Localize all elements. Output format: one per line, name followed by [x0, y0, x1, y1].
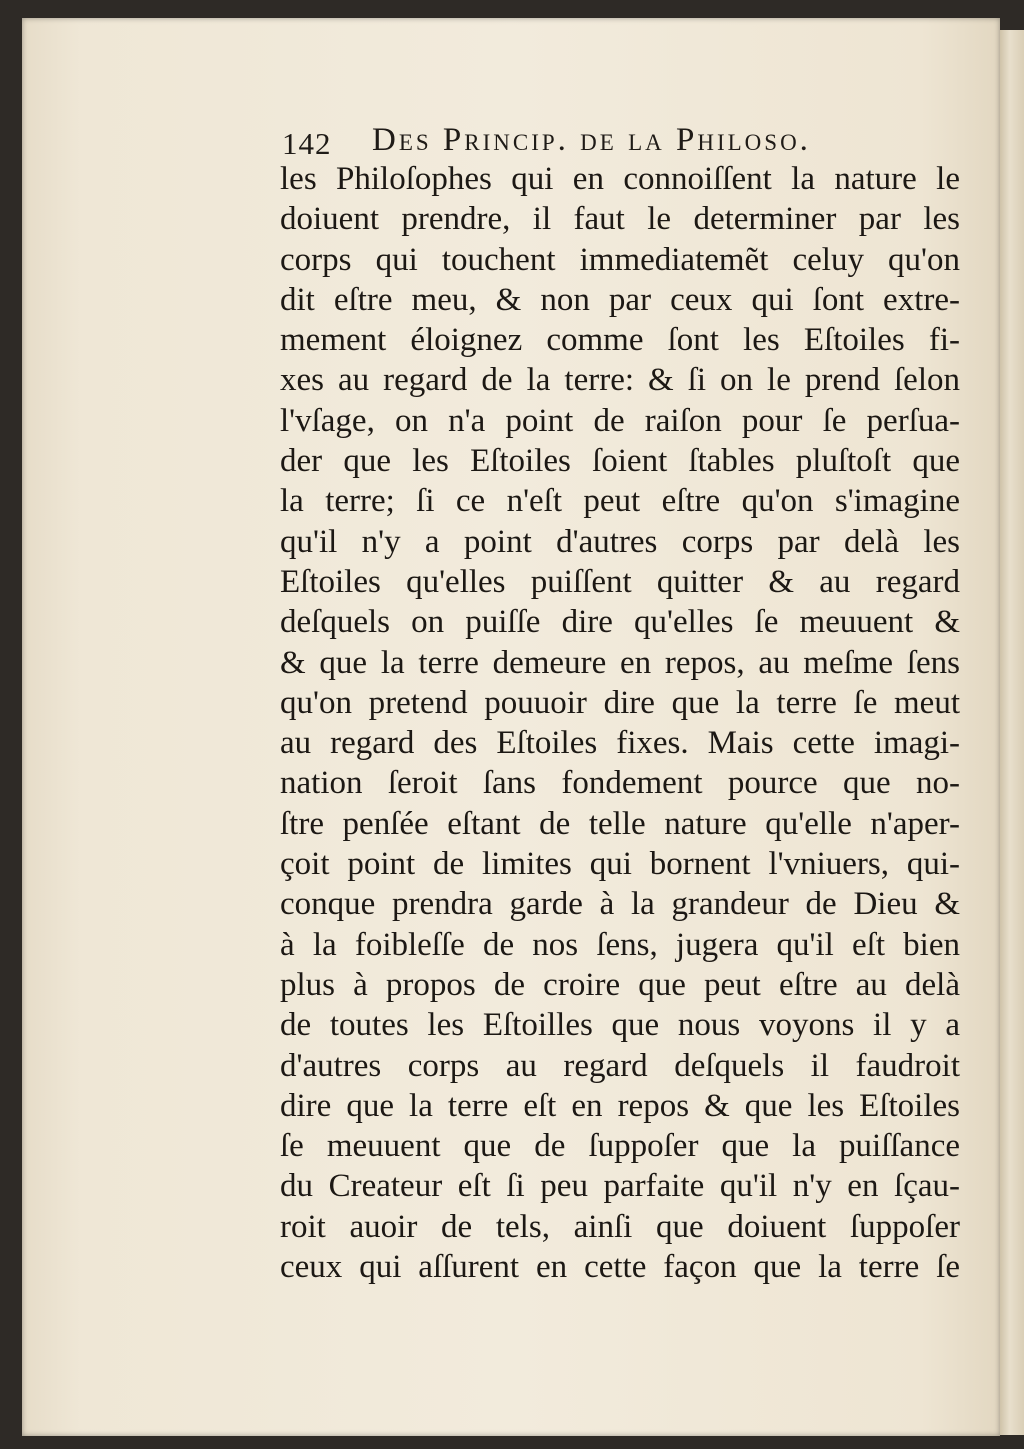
adjacent-page-edge — [1000, 30, 1024, 1435]
text-line: xes au regard de la terre: & ſi on le prend ſelon — [280, 362, 960, 399]
text-line: d'autres corps au regard deſquels il faudroit — [280, 1047, 960, 1084]
text-line: les Philoſophes qui en connoiſſent la nature le — [280, 161, 960, 197]
text-line: qu'on pretend pouuoir dire que la terre ſe meut — [280, 684, 960, 721]
text-line: l'vſage, on n'a point de raiſon pour ſe perſua- — [280, 402, 960, 439]
running-head: Des Princip. de la Philoso. — [372, 122, 811, 158]
page-number: 142 — [282, 126, 332, 161]
text-line: au regard des Eſtoiles fixes. Mais cette imagi- — [280, 725, 960, 762]
text-line: du Createur eſt ſi peu parfaite qu'il n'y en ſçau- — [280, 1168, 960, 1205]
text-line: corps qui touchent immediatemẽt celuy qu'on — [280, 241, 960, 278]
text-line: dit eſtre meu, & non par ceux qui ſont extre- — [280, 281, 960, 318]
text-line: ſe meuuent que de ſuppoſer que la puiſſance — [280, 1128, 960, 1165]
text-line: à la foibleſſe de nos ſens, jugera qu'il eſt bien — [280, 926, 960, 963]
text-line: roit auoir de tels, ainſi que doiuent ſuppoſer — [280, 1208, 960, 1245]
text-line: qu'il n'y a point d'autres corps par delà les — [280, 523, 960, 560]
text-line: Eſtoiles qu'elles puiſſent quitter & au regard — [280, 563, 960, 600]
text-line: conque prendra garde à la grandeur de Dieu & — [280, 886, 960, 923]
text-line: de toutes les Eſtoilles que nous voyons il y a — [280, 1007, 960, 1044]
text-line: plus à propos de croire que peut eſtre au delà — [280, 966, 960, 1003]
text-line: nation ſeroit ſans fondement pource que no- — [280, 765, 960, 802]
body-text — [280, 159, 960, 1287]
text-line: & que la terre demeure en repos, au meſme ſens — [280, 644, 960, 681]
text-line: deſquels on puiſſe dire qu'elles ſe meuuent & — [280, 604, 960, 641]
book-page — [22, 18, 1000, 1436]
text-line: çoit point de limites qui bornent l'vniuers, qui- — [280, 846, 960, 883]
text-line: ſtre penſée eſtant de telle nature qu'elle n'aper- — [280, 805, 960, 842]
text-line: doiuent prendre, il faut le determiner par les — [280, 201, 960, 238]
text-line: der que les Eſtoiles ſoient ſtables pluſtoſt que — [280, 443, 960, 480]
text-line: ceux qui aſſurent en cette façon que la terre ſe — [280, 1249, 960, 1286]
text-line: la terre; ſi ce n'eſt peut eſtre qu'on s'imagine — [280, 483, 960, 520]
text-line: mement éloignez comme ſont les Eſtoiles fi- — [280, 322, 960, 359]
text-line: dire que la terre eſt en repos & que les Eſtoiles — [280, 1087, 960, 1124]
